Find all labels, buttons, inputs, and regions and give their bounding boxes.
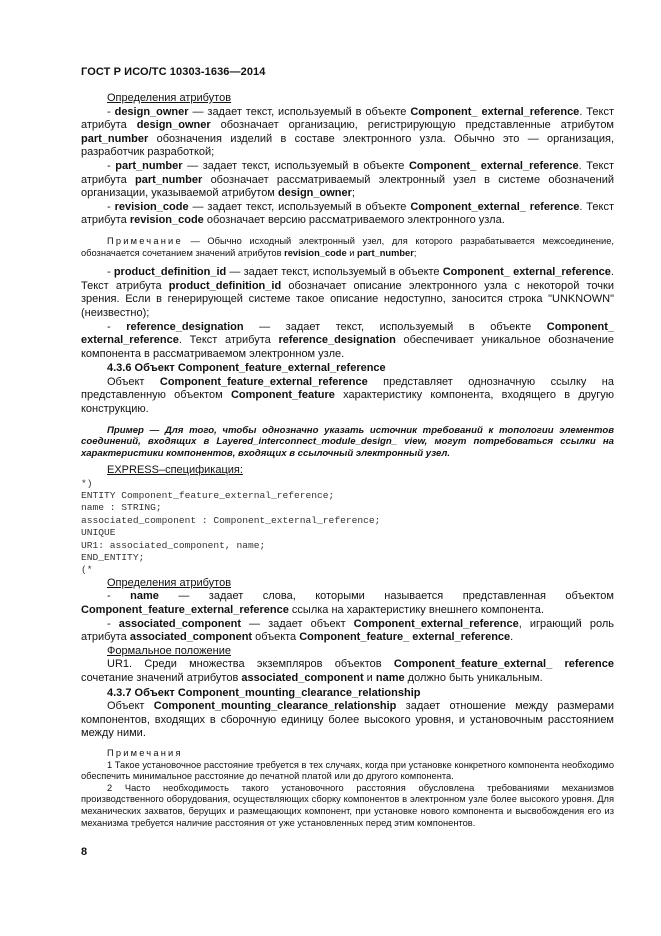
attribute-definitions-heading: Определения атрибутов bbox=[107, 92, 232, 104]
notes-label: Примечания bbox=[107, 748, 183, 759]
attr-associated-component: - associated_component — задает объект Component_external_reference, играющий роль атрибута associated_component объекта Component_feature_ external_reference. bbox=[81, 617, 615, 644]
note-item-2: 2 Часто необходимость такого установочного расстояния обусловлена требованиями механизмов производственного оборудования, осуществляющих сборку компонентов в электронном узле более высокого уровня. Для механических захватов, берущих и размещающих компонент, при установке нового компонента и высвобождения его из механизма требуется наличие расстояния от уже установленных перед этим компонентов. bbox=[81, 782, 614, 828]
page-header: ГОСТ Р ИСО/ТС 10303-1636—2014 bbox=[81, 66, 266, 78]
notes-block bbox=[81, 748, 614, 829]
rule-ur1: UR1. Среди множества экземпляров объектов Component_feature_external_ reference сочетание значений атрибутов associated_component и name должно быть уникальным. bbox=[81, 658, 614, 685]
formal-statement-heading: Формальное положение bbox=[107, 644, 231, 657]
note-item-1: 1 Такое установочное расстояние требуется в тех случаях, когда при установке конкретного компонента необходимо обеспечить минимальное расстояние до печатной платой или до другого компонента. bbox=[81, 759, 614, 782]
attribute-definitions-heading-2: Определения атрибутов bbox=[107, 576, 232, 589]
section-4-3-7-heading: 4.3.7 Объект Component_mounting_clearance_relationship bbox=[107, 686, 421, 699]
attr-name: - name — задает слова, которыми называется представленная объектом Component_feature_external_reference ссылка на характеристику внешнего компонента. bbox=[81, 590, 614, 617]
attr-product-definition-id: - product_definition_id — задает текст, используемый в объекте Component_ external_reference. Текст атрибута product_definition_id обозначает описание электронного узла с некоторой точки зрения. Если в генерирующей системе такое описание недоступно, заносится строка "UNKNOWN" (неизвестно); bbox=[81, 266, 614, 319]
note-1: Примечание — Обычно исходный электронный узел, для которого разрабатывается межсоединение, обозначается сочетанием значений атрибутов revision_code и part_number; bbox=[81, 235, 614, 258]
section-4-3-6-text: Объект Component_feature_external_reference представляет однозначную ссылку на представленную объектом Component_feature характеристику компонента, входящего в другую конструкцию. bbox=[81, 375, 615, 416]
section-4-3-6-heading: 4.3.6 Объект Component_feature_external_reference bbox=[107, 362, 386, 375]
page-number: 8 bbox=[81, 846, 88, 858]
attr-revision-code: - revision_code — задает текст, используемый в объекте Component_external_ reference. Текст атрибута revision_code обозначает версию рассматриваемого электронного узла. bbox=[81, 200, 614, 227]
express-code: *) ENTITY Component_feature_external_reference; name : STRING; associated_component : Component_external_reference; UNIQUE UR1: associated_component, name; END_ENTITY; (* bbox=[81, 477, 381, 576]
attr-design-owner: - design_owner — задает текст, используемый в объекте Component_ external_reference. Текст атрибута design_owner обозначает организацию, регистрирующую представленные атрибутом part_number обозначения изделий в составе электронного узла. Обычно это — организация, разработчик разработкой; bbox=[81, 105, 614, 159]
section-4-3-7-text: Объект Component_mounting_clearance_relationship задает отношение между размерами компонентов, входящих в сборочную единицу более высокого уровня, и установочным расстоянием между ними. bbox=[81, 700, 615, 740]
attr-reference-designation: - reference_designation — задает текст, используемый в объекте Component_ external_reference. Текст атрибута reference_designation обеспечивает уникальное обозначение компонента в рассматриваемом электронном узле. bbox=[81, 320, 614, 360]
attr-part-number: - part_number — задает текст, используемый в объекте Component_ external_reference. Текст атрибута part_number обозначает рассматриваемый электронный узел в системе обозначений организации, указываемой атрибутом design_owner; bbox=[81, 159, 614, 200]
express-heading: EXPRESS–спецификация: bbox=[107, 464, 243, 477]
example-paragraph: Пример — Для того, чтобы однозначно указать источник требований к топологии элементов соединений, входящих в Layered_interconnect_module_design_ view, могут потребоваться ссылки на характеристики компонентов, входящих в ссылочный электронный узел. bbox=[81, 424, 614, 460]
page-body bbox=[81, 92, 614, 829]
